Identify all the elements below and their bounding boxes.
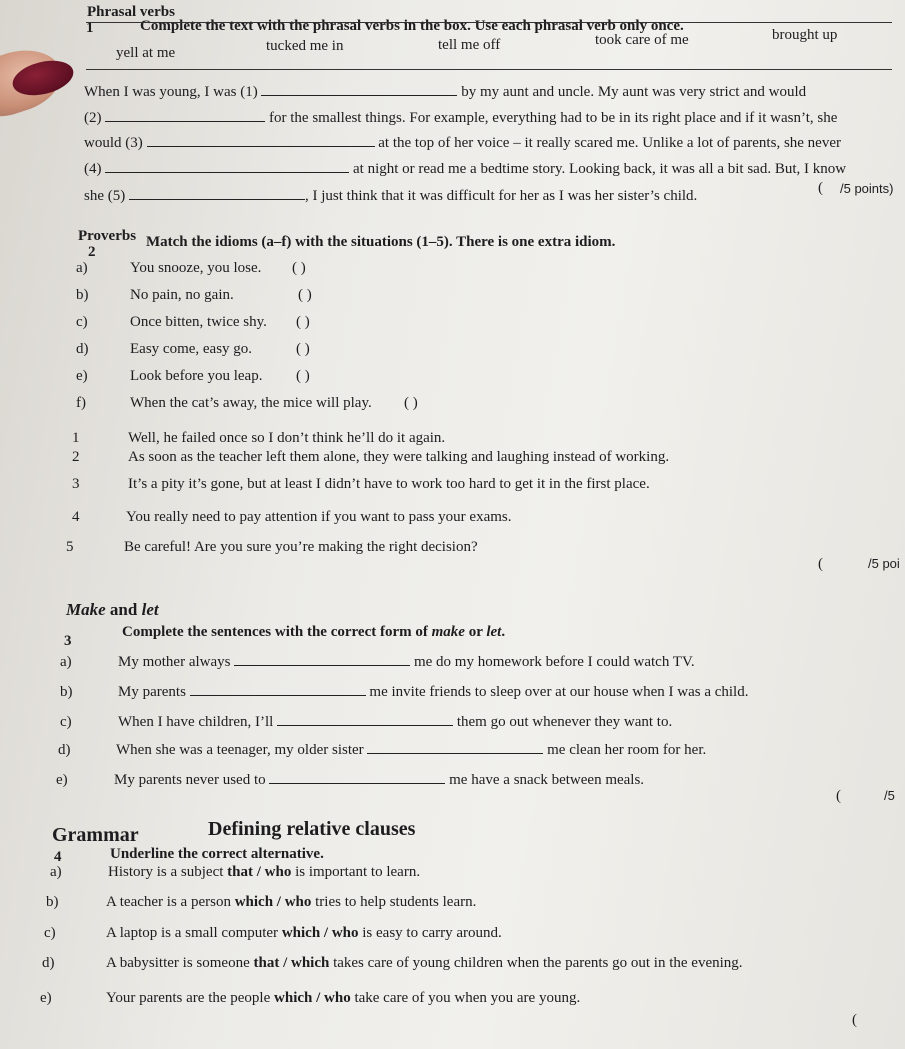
section4-subheader: Defining relative clauses (208, 818, 416, 840)
situation-3: 3 It’s a pity it’s gone, but at least I didn’t have to work too hard to get it in the first place. (72, 476, 650, 492)
section2-header: Proverbs (78, 228, 137, 244)
blank-e[interactable] (269, 783, 445, 784)
section3-header: Make and let (66, 600, 159, 619)
idiom-a: a) You snooze, you lose. ( ) (76, 260, 306, 276)
make-let-a: a) My mother always me do my homework before I could watch TV. (60, 654, 695, 670)
ex2-number: 2 (88, 244, 96, 260)
make-let-c: c) When I have children, I’ll them go out whenever they want to. (60, 714, 673, 730)
answer-paren-f[interactable]: ( ) (404, 395, 418, 411)
score-3: /5 (884, 788, 895, 803)
score-1: /5 points) (840, 181, 894, 196)
idiom-c: c) Once bitten, twice shy. ( ) (76, 314, 310, 330)
answer-paren-a[interactable]: ( ) (292, 260, 306, 276)
score-paren-3: ( (836, 788, 841, 804)
ex2-instruction: Match the idioms (a–f) with the situations (1–5). There is one extra idiom. (146, 234, 616, 250)
make-let-e: e) My parents never used to me have a snack between meals. (56, 772, 645, 788)
relative-d: d) A babysitter is someone that / which takes care of young children when the parents go out in the evening. (42, 955, 743, 971)
blank-5[interactable] (129, 199, 305, 200)
ex4-number: 4 (54, 849, 62, 865)
blank-d[interactable] (367, 753, 543, 754)
alternative-d[interactable]: that / which (253, 955, 330, 971)
blank-4[interactable] (105, 172, 349, 173)
idiom-b: b) No pain, no gain. ( ) (76, 287, 312, 303)
ex4-instruction: Underline the correct alternative. (110, 846, 324, 862)
score-paren-4: ( (852, 1012, 857, 1028)
score-paren-2: ( (818, 556, 823, 572)
relative-e: e) Your parents are the people which / who take care of you when you are young. (40, 990, 581, 1006)
answer-paren-e[interactable]: ( ) (296, 368, 310, 384)
text-line-3: would (3) at the top of her voice – it really scared me. Unlike a lot of parents, she never (84, 135, 841, 151)
word-5: brought up (772, 27, 838, 43)
word-3: tell me off (438, 37, 501, 53)
score-2: /5 poi (868, 556, 900, 571)
blank-1[interactable] (261, 95, 457, 96)
alternative-e[interactable]: which / who (274, 990, 351, 1006)
relative-b: b) A teacher is a person which / who tries to help students learn. (46, 894, 477, 910)
section1-header: Phrasal verbs (87, 4, 175, 20)
ex1-number: 1 (86, 20, 94, 36)
idiom-d: d) Easy come, easy go. ( ) (76, 341, 310, 357)
situation-4: 4 You really need to pay attention if you want to pass your exams. (72, 509, 512, 525)
alternative-a[interactable]: that / who (227, 864, 292, 880)
word-1: yell at me (116, 45, 176, 61)
answer-paren-d[interactable]: ( ) (296, 341, 310, 357)
idiom-f: f) When the cat’s away, the mice will play. ( ) (76, 395, 418, 411)
answer-paren-c[interactable]: ( ) (296, 314, 310, 330)
alternative-b[interactable]: which / who (234, 894, 312, 910)
word-4: took care of me (595, 32, 689, 48)
ex1-instruction: Complete the text with the phrasal verbs in the box. Use each phrasal verb only once. (140, 18, 684, 34)
score-paren-1: ( (818, 180, 823, 196)
ex3-instruction: Complete the sentences with the correct form of make or let. (122, 624, 506, 640)
blank-c[interactable] (277, 725, 453, 726)
section4-header: Grammar (52, 824, 139, 846)
situation-2: 2 As soon as the teacher left them alone, they were talking and laughing instead of working. (72, 449, 670, 465)
situation-5: 5 Be careful! Are you sure you’re making the right decision? (66, 539, 478, 555)
answer-paren-b[interactable]: ( ) (298, 287, 312, 303)
blank-a[interactable] (234, 665, 410, 666)
text-line-4: (4) at night or read me a bedtime story. Looking back, it was all a bit sad. But, I know (84, 161, 847, 177)
idiom-e: e) Look before you leap. ( ) (76, 368, 310, 384)
situation-1: 1 Well, he failed once so I don’t think he’ll do it again. (72, 430, 446, 446)
relative-c: c) A laptop is a small computer which / who is easy to carry around. (44, 925, 502, 941)
text-line-1: When I was young, I was (1) by my aunt and uncle. My aunt was very strict and would (84, 84, 807, 100)
relative-a: a) History is a subject that / who is important to learn. (50, 864, 421, 880)
blank-2[interactable] (105, 121, 265, 122)
alternative-c[interactable]: which / who (281, 925, 359, 941)
text-line-5: she (5) , I just think that it was difficult for her as I was her sister’s child. (84, 188, 698, 204)
ex3-number: 3 (64, 633, 72, 649)
make-let-b: b) My parents me invite friends to sleep over at our house when I was a child. (60, 684, 749, 700)
blank-3[interactable] (147, 146, 375, 147)
word-2: tucked me in (266, 38, 344, 54)
make-let-d: d) When she was a teenager, my older sister me clean her room for her. (58, 742, 707, 758)
blank-b[interactable] (190, 695, 366, 696)
text-line-2: (2) for the smallest things. For example, everything had to be in its right place and if it wasn’t, she (84, 110, 838, 126)
